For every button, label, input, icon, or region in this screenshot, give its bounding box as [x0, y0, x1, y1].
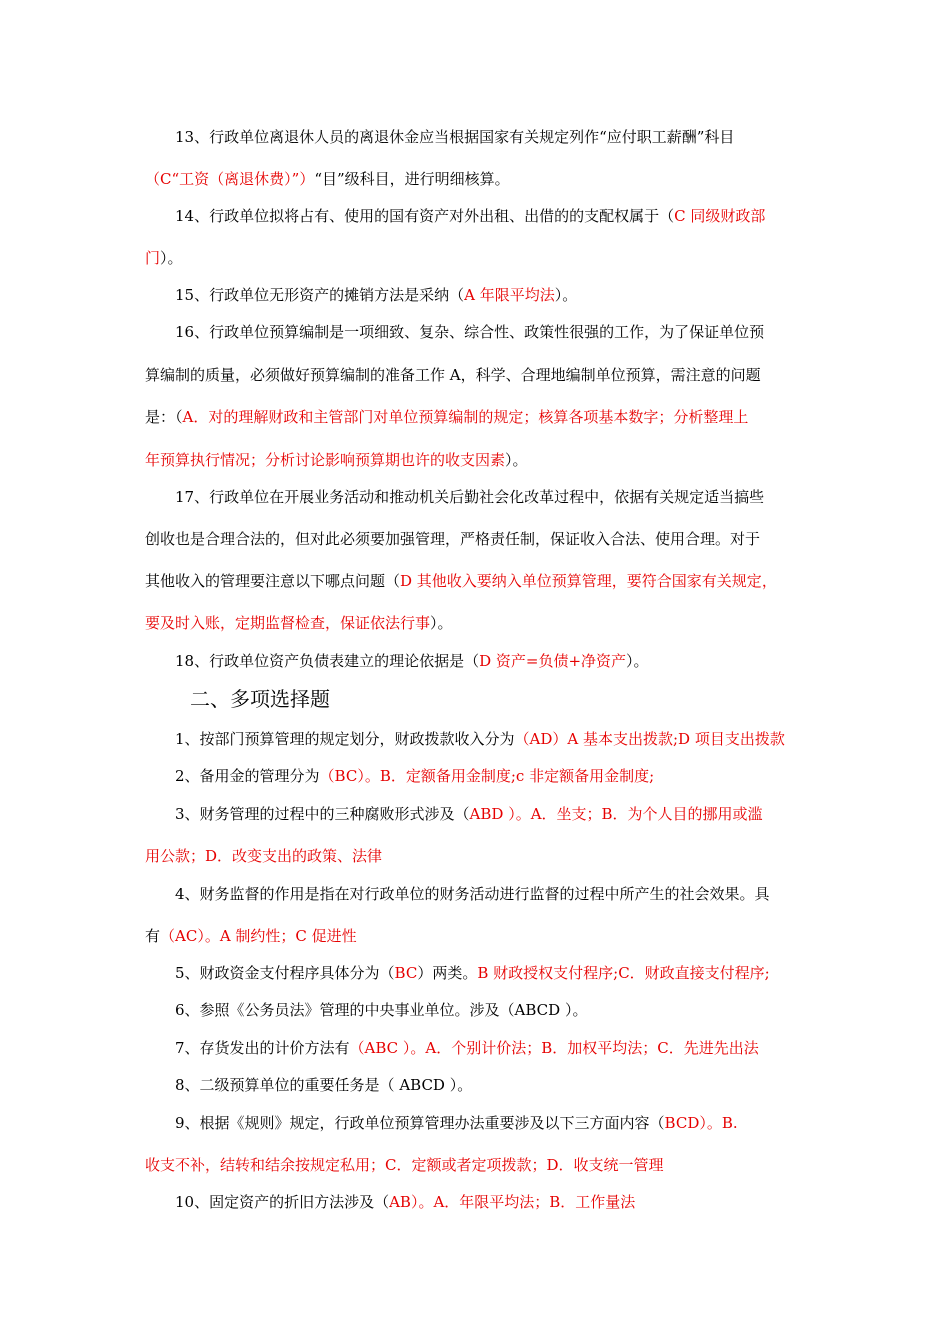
q16-line-4: 年预算执行情况；分析讨论影响预算期也许的收支因素）。: [145, 451, 528, 469]
m2-line: 2、备用金的管理分为（BC）。B．定额备用金制度;c 非定额备用金制度;: [175, 767, 655, 785]
m6-line: 6、参照《公务员法》管理的中央事业单位。涉及（ABCD ）。: [175, 1001, 588, 1019]
m1-line: 1、按部门预算管理的规定划分，财政拨款收入分为（AD）A 基本支出拨款;D 项目支出拨款: [175, 730, 785, 748]
q18-answer: D 资产=负债+净资产: [479, 652, 627, 670]
m3-answer: ABD ）。A．坐支；B．为个人目的挪用或滥: [469, 805, 763, 823]
m5-answer-1: BC: [394, 964, 418, 982]
q17-line-3: 其他收入的管理要注意以下哪点问题（D 其他收入要纳入单位预算管理，要符合国家有关规定，: [145, 572, 777, 590]
q13-line-1: 13、行政单位离退休人员的离退休金应当根据国家有关规定列作“应付职工薪酬”科目: [175, 128, 735, 146]
m10-line: 10、固定资产的折旧方法涉及（AB）。A．年限平均法；B．工作量法: [175, 1193, 636, 1211]
q14-answer: C 同级财政部: [674, 207, 766, 225]
m7-line: 7、存货发出的计价方法有（ABC ）。A．个别计价法；B．加权平均法；C．先进先出法: [175, 1039, 759, 1057]
q16-line-1: 16、行政单位预算编制是一项细致、复杂、综合性、政策性很强的工作，为了保证单位预: [175, 323, 765, 341]
q17-answer: D 其他收入要纳入单位预算管理，要符合国家有关规定，: [400, 572, 777, 590]
section-heading: 二、多项选择题: [190, 687, 330, 711]
m2-answer: （BC）。B．定额备用金制度;c 非定额备用金制度;: [319, 767, 655, 785]
m10-answer: AB）。A．年限平均法；B．工作量法: [389, 1193, 636, 1211]
q16-line-2: 算编制的质量，必须做好预算编制的准备工作 A，科学、合理地编制单位预算，需注意的问题: [145, 366, 761, 384]
q14-line-2: 门）。: [145, 249, 183, 267]
q17-line-2: 创收也是合理合法的，但对此必须要加强管理，严格责任制，保证收入合法、使用合理。对于: [145, 530, 761, 548]
m5-answer-2: B 财政授权支付程序;C．财政直接支付程序;: [477, 964, 770, 982]
q16-line-3: 是：（A．对的理解财政和主管部门对单位预算编制的规定；核算各项基本数字；分析整理上: [145, 408, 749, 426]
q15-line: 15、行政单位无形资产的摊销方法是采纳（A 年限平均法）。: [175, 286, 578, 304]
q17-line-1: 17、行政单位在开展业务活动和推动机关后勤社会化改革过程中，依据有关规定适当搞些: [175, 488, 765, 506]
m9-line-2: 收支不补，结转和结余按规定私用；C．定额或者定项拨款；D．收支统一管理: [145, 1156, 664, 1174]
m3-line-1: 3、财务管理的过程中的三种腐败形式涉及（ABD ）。A．坐支；B．为个人目的挪用或滥: [175, 805, 763, 823]
m4-line-1: 4、财务监督的作用是指在对行政单位的财务活动进行监督的过程中所产生的社会效果。具: [175, 885, 770, 903]
q16-answer: A．对的理解财政和主管部门对单位预算编制的规定；核算各项基本数字；分析整理上: [182, 408, 749, 426]
m4-answer: （AC）。A 制约性；C 促进性: [160, 927, 357, 945]
m3-line-2: 用公款；D．改变支出的政策、法律: [145, 847, 383, 865]
q18-line: 18、行政单位资产负债表建立的理论依据是（D 资产=负债+净资产）。: [175, 652, 649, 670]
m1-answer: （AD）A 基本支出拨款;D 项目支出拨款: [514, 730, 785, 748]
q17-line-4: 要及时入账，定期监督检查，保证依法行事）。: [145, 614, 453, 632]
q13-line-2: （C“工资（离退休费）”）“目”级科目，进行明细核算。: [145, 170, 510, 188]
m4-line-2: 有（AC）。A 制约性；C 促进性: [145, 927, 357, 945]
q13-answer: （C“工资（离退休费）”）: [145, 170, 315, 188]
m9-line-1: 9、根据《规则》规定，行政单位预算管理办法重要涉及以下三方面内容（BCD）。B.: [175, 1114, 738, 1132]
m5-line: 5、财政资金支付程序具体分为（BC）两类。B 财政授权支付程序;C．财政直接支付程序;: [175, 964, 770, 982]
m8-line: 8、二级预算单位的重要任务是（ ABCD ）。: [175, 1076, 473, 1094]
q14-line-1: 14、行政单位拟将占有、使用的国有资产对外出租、出借的的支配权属于（C 同级财政部: [175, 207, 766, 225]
q15-answer: A 年限平均法: [464, 286, 555, 304]
m9-answer: BCD）。B.: [664, 1114, 738, 1132]
m7-answer: （ABC ）。A．个别计价法；B．加权平均法；C．先进先出法: [349, 1039, 759, 1057]
